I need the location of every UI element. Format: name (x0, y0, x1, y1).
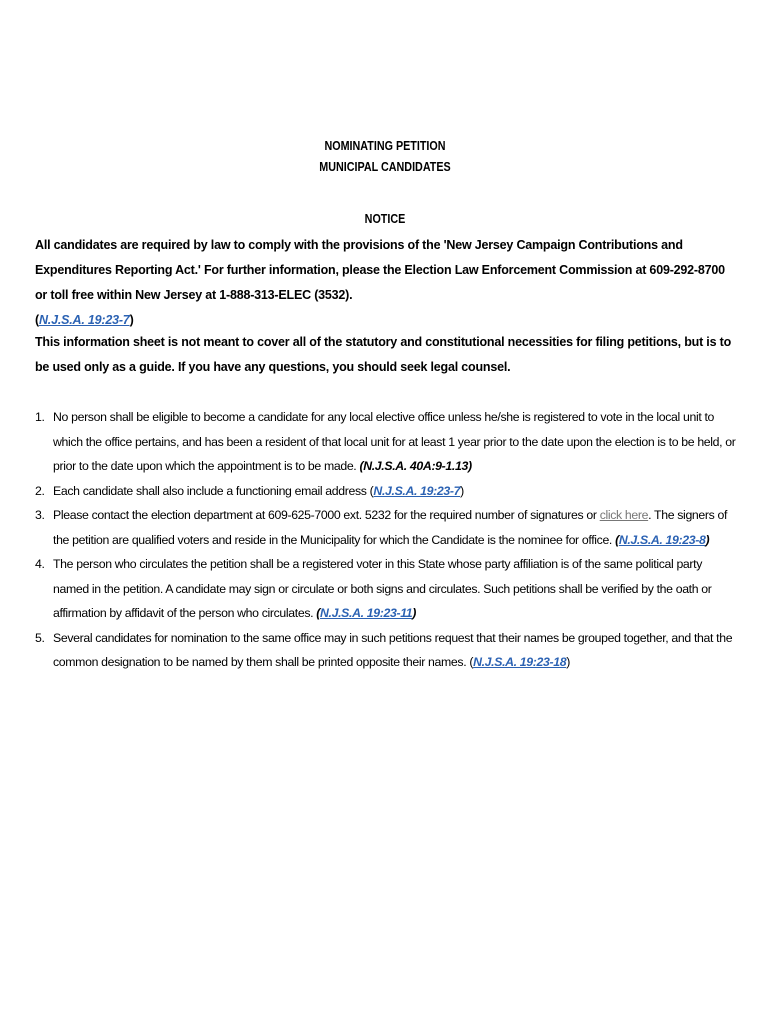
click-here-link[interactable]: click here (599, 508, 649, 522)
intro-cite-open: ( (35, 313, 39, 327)
list-item (35, 479, 740, 504)
list-item-number: 4. (35, 557, 45, 571)
list-item-number: 2. (35, 483, 45, 498)
list-item-text: Please contact the election department at 609-625-7000 ext. 5232 for the required number of signatures or (53, 508, 600, 522)
list-item (35, 405, 740, 479)
document-title (54, 136, 716, 178)
list-item-text: Each candidate shall also include a functioning email address ( (53, 483, 374, 498)
list-item-citation: (N.J.S.A. 40A:9-1.13) (359, 459, 472, 473)
disclaimer-paragraph: This information sheet is not meant to cover all of the statutory and constitutional necessities for filing petitions, but is to be used only as a guide. If you have any questions, you should seek legal counsel. (35, 335, 732, 374)
requirements-list (35, 405, 740, 675)
list-item-text-after: ) (460, 483, 464, 498)
cite-close: ) (412, 606, 417, 620)
list-item-text-after: ) (566, 655, 570, 669)
list-item-number: 3. (35, 508, 45, 522)
intro-citation-link[interactable]: N.J.S.A. 19:23-7 (38, 313, 130, 327)
list-item (35, 503, 740, 552)
intro-cite-close: ) (129, 313, 134, 327)
list-item-text: No person shall be eligible to become a candidate for any local elective office unless he/she is registered to vote in the local unit to which the office pertains, and has been a resident of that local unit for at least 1 year prior to the date upon the election is to be held, or prior to the date upon which the appointment is to be made. (53, 410, 736, 473)
intro-text: All candidates are required by law to comply with the provisions of the 'New Jersey Campaign Contributions and Expenditures Reporting Act.' For further information, please the Election Law Enforcement Commission at 609-292-8700 or toll free within New Jersey at 1-888-313-ELEC (3532). (35, 238, 725, 302)
list-item-text: The person who circulates the petition shall be a registered voter in this State whose party affiliation is of the same political party named in the petition. A candidate may sign or circulate or both signs and circulates. Such petitions shall be verified by the oath or affirmation by affidavit of the person who circulates. (53, 557, 712, 620)
list-item-text-2: . The signers of the petition are qualified voters and reside in the Municipality for which the Candidate is the nominee for office. (53, 508, 728, 547)
intro-paragraph (35, 233, 735, 333)
cite-open: ( (615, 532, 619, 547)
citation-link[interactable]: N.J.S.A. 19:23-7 (373, 483, 461, 498)
title-line-2: MUNICIPAL CANDIDATES (319, 160, 451, 174)
cite-close: ) (705, 532, 710, 547)
list-item-text: Several candidates for nomination to the same office may in such petitions request that their names be grouped together, and that the common designation to be named by them shall be printed opposite their names. ( (53, 630, 733, 669)
list-item-number: 5. (35, 630, 45, 645)
citation-link[interactable]: N.J.S.A. 19:23-8 (618, 532, 706, 547)
citation-link[interactable]: N.J.S.A. 19:23-11 (320, 606, 413, 620)
list-item-number: 1. (35, 410, 45, 424)
title-line-1: NOMINATING PETITION (324, 139, 446, 153)
notice-heading: NOTICE (364, 212, 406, 226)
citation-link[interactable]: N.J.S.A. 19:23-18 (473, 655, 567, 669)
list-item (35, 552, 740, 626)
cite-open: ( (316, 606, 321, 620)
list-item (35, 626, 740, 675)
